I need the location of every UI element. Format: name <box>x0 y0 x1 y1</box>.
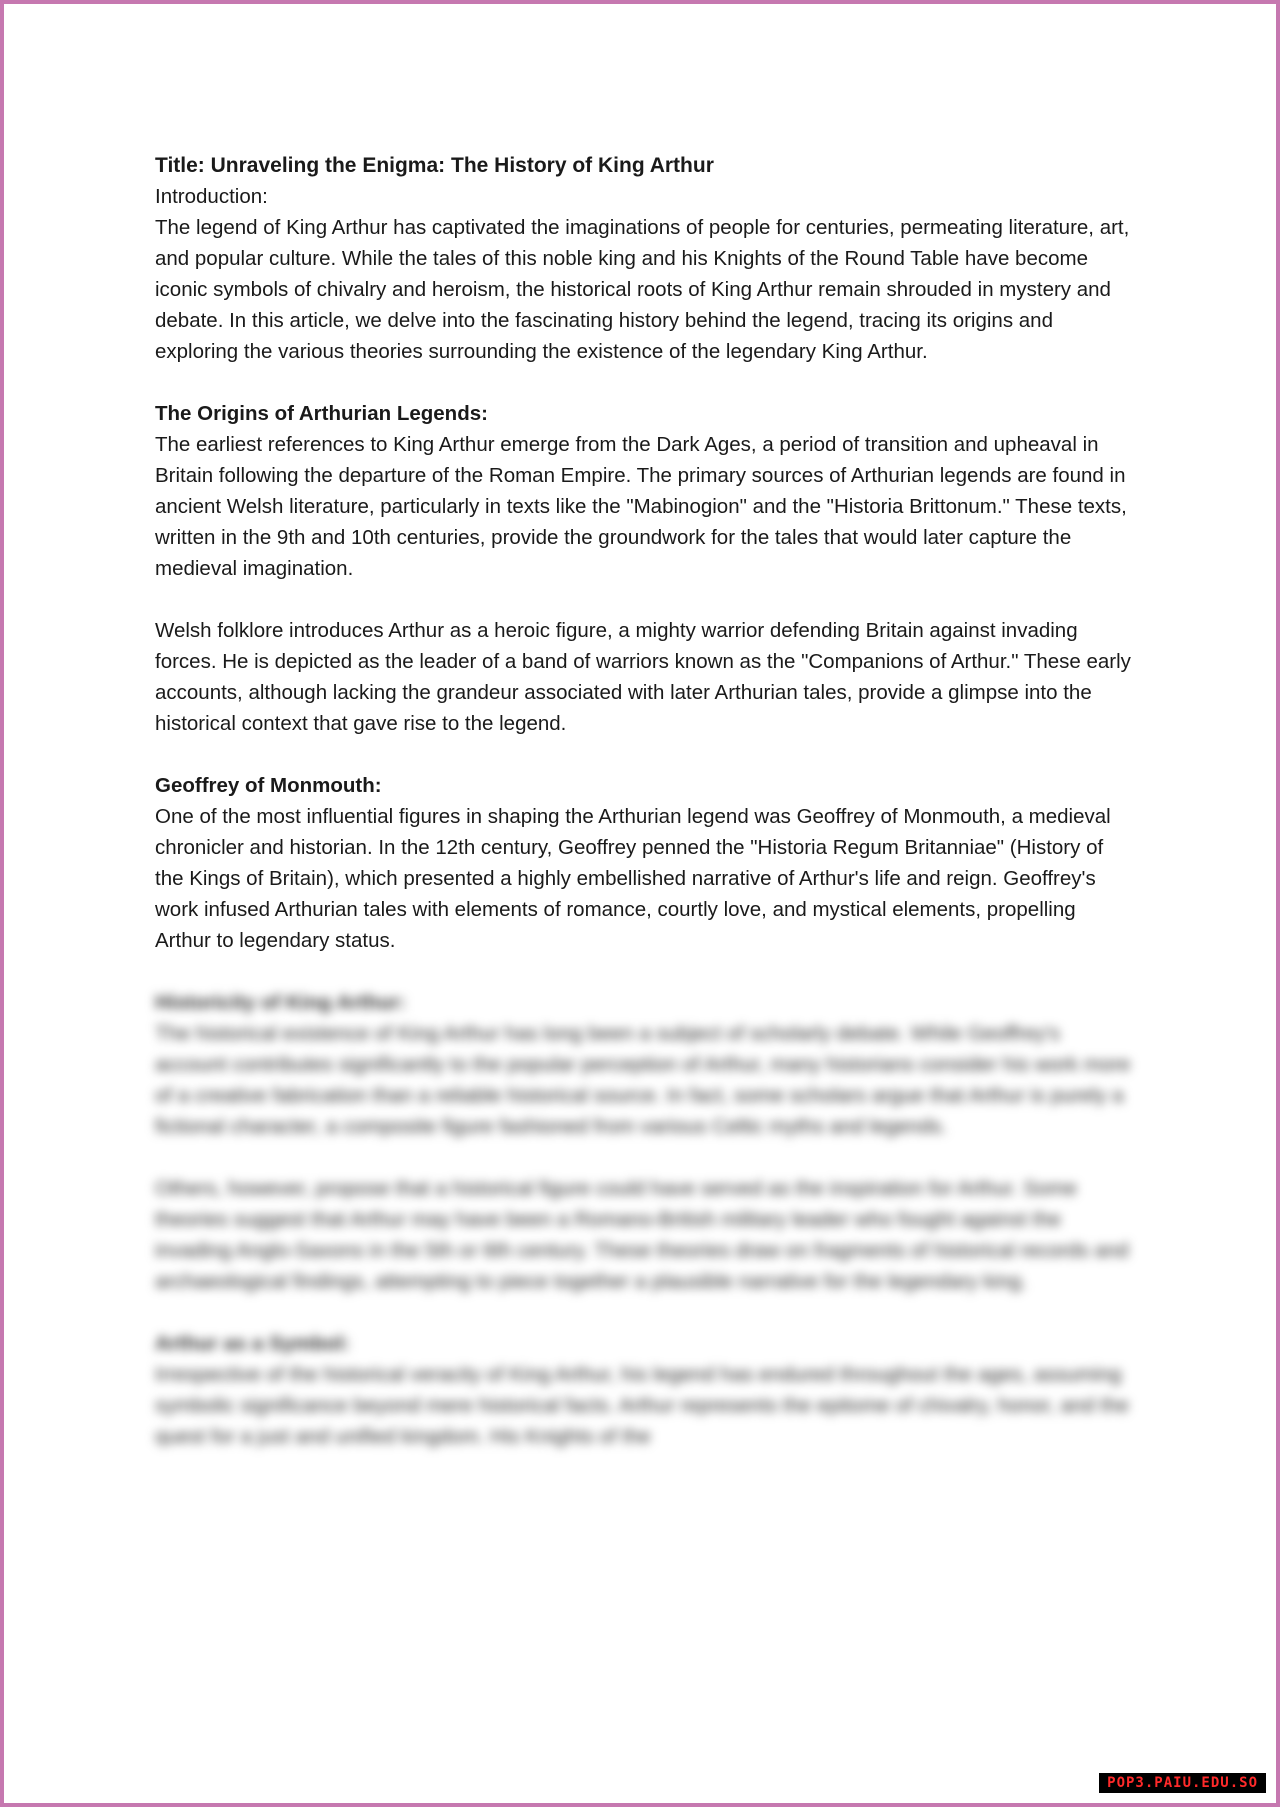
historicity-paragraph-2: Others, however, propose that a historical figure could have served as the inspiration for Arthur. Some theories suggest that Arthur may have been a Romano-British military leader who fought against the invading Anglo-Saxons in the 5th or 6th century. These theories draw on fragments of historical records and archaeological findings, attempting to piece together a plausible narrative for the legendary king. <box>155 1177 1129 1293</box>
geoffrey-section <box>155 770 1135 956</box>
origins-heading: The Origins of Arthurian Legends: <box>155 402 488 425</box>
historicity-section-2 <box>155 1173 1135 1297</box>
historicity-heading: Historicity of King Arthur: <box>155 991 406 1014</box>
origins-paragraph-1: The earliest references to King Arthur emerge from the Dark Ages, a period of transition and upheaval in Britain following the departure of the Roman Empire. The primary sources of Arthurian legends are found in ancient Welsh literature, particularly in texts like the "Mabinogion" and the "Historia Brittonum." These texts, written in the 9th and 10th centuries, provide the groundwork for the tales that would later capture the medieval imagination. <box>155 433 1127 580</box>
document-title: Title: Unraveling the Enigma: The History of King Arthur <box>155 154 714 177</box>
introduction-paragraph: The legend of King Arthur has captivated the imaginations of people for centuries, permeating literature, art, and popular culture. While the tales of this noble king and his Knights of the Round Table have become iconic symbols of chivalry and heroism, the historical roots of King Arthur remain shrouded in mystery and debate. In this article, we delve into the fascinating history behind the legend, tracing its origins and exploring the various theories surrounding the existence of the legendary King Arthur. <box>155 216 1130 363</box>
historicity-paragraph-1: The historical existence of King Arthur has long been a subject of scholarly debate. While Geoffrey's account contributes significantly to the popular perception of Arthur, many historians consider his work more of a creative fabrication than a reliable historical source. In fact, some scholars argue that Arthur is purely a fictional character, a composite figure fashioned from various Celtic myths and legends. <box>155 1022 1131 1138</box>
symbol-section <box>155 1328 1135 1452</box>
symbol-paragraph: Irrespective of the historical veracity of King Arthur, his legend has endured throughout the ages, assuming symbolic significance beyond mere historical facts. Arthur represents the epitome of chivalry, honor, and the quest for a just and unified kingdom. His Knights of the <box>155 1363 1129 1448</box>
introduction-section <box>155 181 1135 367</box>
site-watermark: POP3.PAIU.EDU.SO <box>1099 1773 1266 1793</box>
historicity-section <box>155 987 1135 1142</box>
geoffrey-heading: Geoffrey of Monmouth: <box>155 774 382 797</box>
geoffrey-paragraph: One of the most influential figures in shaping the Arthurian legend was Geoffrey of Monmouth, a medieval chronicler and historian. In the 12th century, Geoffrey penned the "Historia Regum Britanniae" (History of the Kings of Britain), which presented a highly embellished narrative of Arthur's life and reign. Geoffrey's work infused Arthurian tales with elements of romance, courtly love, and mystical elements, propelling Arthur to legendary status. <box>155 805 1111 952</box>
origins-section <box>155 398 1135 584</box>
document-body <box>155 150 1135 1483</box>
origins-paragraph-2: Welsh folklore introduces Arthur as a heroic figure, a mighty warrior defending Britain against invading forces. He is depicted as the leader of a band of warriors known as the "Companions of Arthur." These early accounts, although lacking the grandeur associated with later Arthurian tales, provide a glimpse into the historical context that gave rise to the legend. <box>155 619 1131 735</box>
welsh-folklore-section <box>155 615 1135 739</box>
symbol-heading: Arthur as a Symbol: <box>155 1332 350 1355</box>
blurred-preview <box>155 987 1135 1452</box>
introduction-label: Introduction: <box>155 185 268 208</box>
